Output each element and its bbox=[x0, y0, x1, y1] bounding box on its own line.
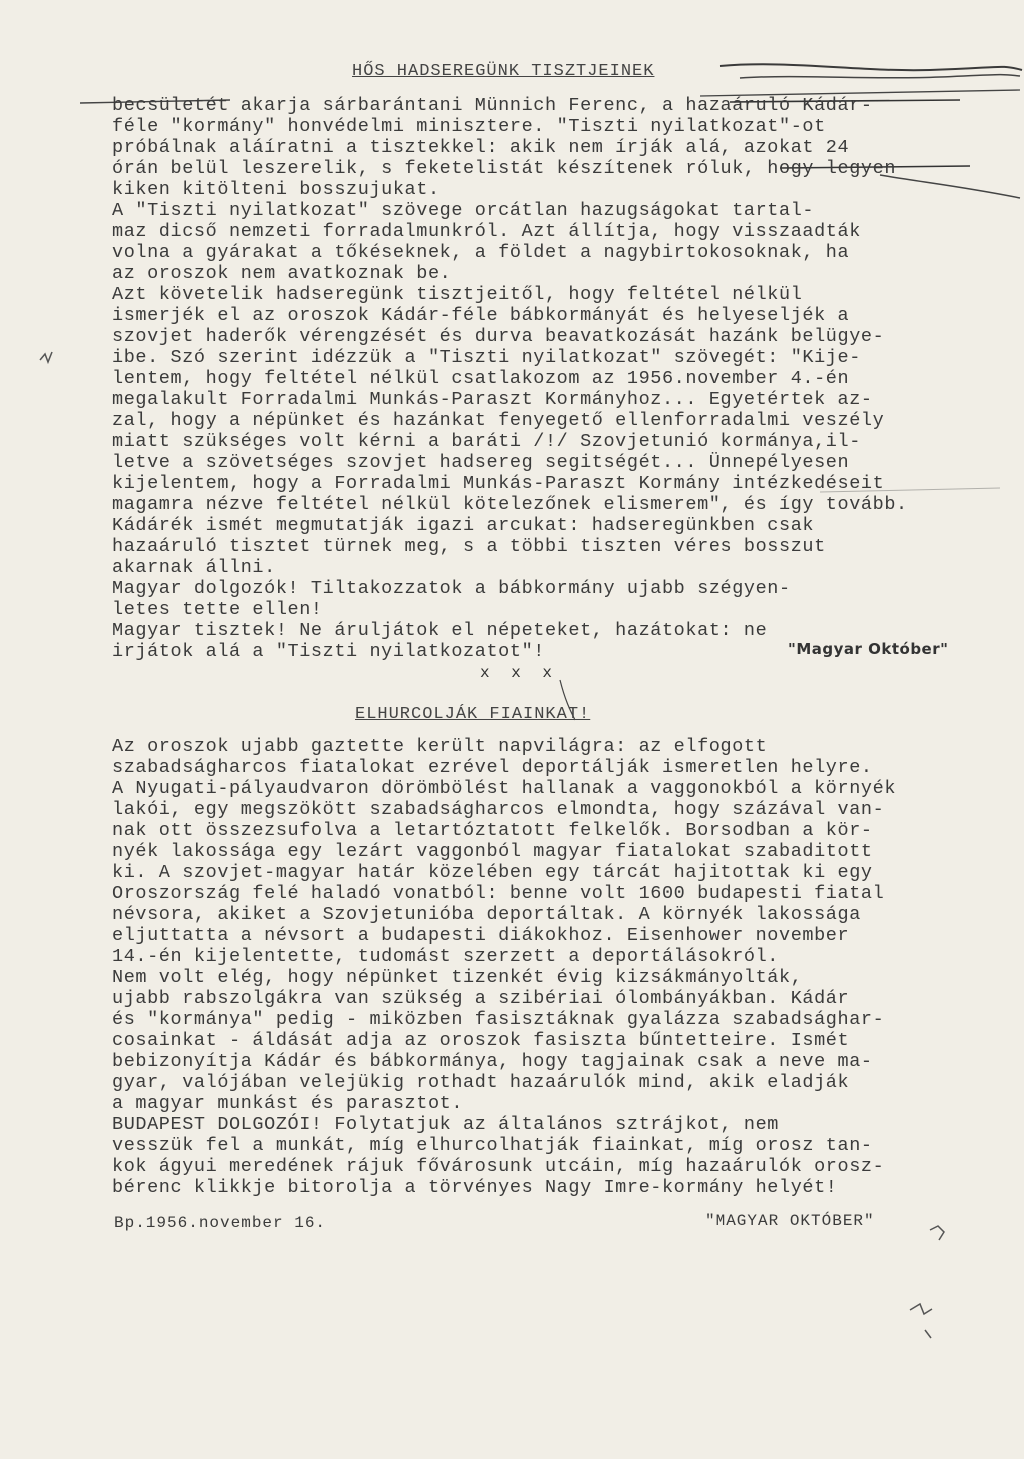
text-line: miatt szükséges volt kérni a baráti /!/ Szovjetunió kormánya,il- bbox=[112, 431, 861, 452]
text-line: ismerjék el az oroszok Kádár-féle bábkormányát és helyeseljék a bbox=[112, 305, 850, 326]
text-line: letes tette ellen! bbox=[112, 599, 323, 620]
text-line: letve a szövetséges szovjet hadsereg segitségét... Ünnepélyesen bbox=[112, 452, 850, 473]
text-line: Azt követelik hadseregünk tisztjeitől, hogy feltétel nélkül bbox=[112, 284, 803, 305]
document-date: Bp.1956.november 16. bbox=[114, 1214, 327, 1232]
text-line: vesszük fel a munkát, míg elhurcolhatják fiainkat, míg orosz tan- bbox=[112, 1135, 873, 1156]
text-line: Az oroszok ujabb gaztette került napvilágra: az elfogott bbox=[112, 736, 768, 757]
text-line: Oroszország felé haladó vonatból: benne volt 1600 budapesti fiatal bbox=[112, 883, 885, 904]
text-line: maz dicső nemzeti forradalmunkról. Azt állítja, hogy visszaadták bbox=[112, 221, 861, 242]
text-line: órán belül leszerelik, s feketelistát készítenek róluk, hogy legyen bbox=[112, 158, 897, 179]
text-line: ibe. Szó szerint idézzük a "Tiszti nyilatkozat" szövegét: "Kije- bbox=[112, 347, 861, 368]
text-line: Magyar dolgozók! Tiltakozzatok a bábkormány ujabb szégyen- bbox=[112, 578, 791, 599]
text-line: gyar, valójában velejükig rothadt hazaárulók mind, akik eladják bbox=[112, 1072, 850, 1093]
section-title-deportation: ELHURCOLJÁK FIAINKAT! bbox=[355, 705, 591, 724]
text-line: nak ott összezsufolva a letartóztatott felkelők. Borsodban a kör- bbox=[112, 820, 873, 841]
text-line: 14.-én kijelentette, tudomást szerzett a deportálásokról. bbox=[112, 946, 780, 967]
text-line: Magyar tisztek! Ne áruljátok el népeteket, hazátokat: ne bbox=[112, 620, 768, 641]
text-line: szovjet haderők vérengzését és durva beavatkozását hazánk belügye- bbox=[112, 326, 885, 347]
text-line: becsületét akarja sárbarántani Münnich Ferenc, a hazaáruló Kádár- bbox=[112, 95, 873, 116]
text-line: kijelentem, hogy a Forradalmi Munkás-Paraszt Kormány intézkedéseit bbox=[112, 473, 885, 494]
text-line: bérenc klikkje bitorolja a törvényes Nagy Imre-kormány helyét! bbox=[112, 1177, 838, 1198]
text-line: Kádárék ismét megmutatják igazi arcukat: hadseregünkben csak bbox=[112, 515, 815, 536]
text-line: A "Tiszti nyilatkozat" szövege orcátlan hazugságokat tartal- bbox=[112, 200, 815, 221]
text-line: lakói, egy megszökött szabadságharcos elmondta, hogy százával van- bbox=[112, 799, 885, 820]
text-line: hazaáruló tisztet türnek meg, s a többi tiszten véres bosszut bbox=[112, 536, 826, 557]
text-line: BUDAPEST DOLGOZÓI! Folytatjuk az általános sztrájkot, nem bbox=[112, 1114, 780, 1135]
text-line: eljuttatta a névsort a budapesti diákokhoz. Eisenhower november bbox=[112, 925, 850, 946]
text-line: lentem, hogy feltétel nélkül csatlakozom az 1956.november 4.-én bbox=[112, 368, 850, 389]
text-line: akarnak állni. bbox=[112, 557, 276, 578]
text-line: féle "kormány" honvédelmi minisztere. "Tiszti nyilatkozat"-ot bbox=[112, 116, 826, 137]
text-line: ujabb rabszolgákra van szükség a szibériai ólombányákban. Kádár bbox=[112, 988, 850, 1009]
text-line: Nem volt elég, hogy népünket tizenkét évig kizsákmányolták, bbox=[112, 967, 803, 988]
text-line: bebizonyítja Kádár és bábkormánya, hogy tagjainak csak a neve ma- bbox=[112, 1051, 873, 1072]
text-line: kok ágyui meredének rájuk fővárosunk utcáin, míg hazaárulók orosz- bbox=[112, 1156, 885, 1177]
text-line: ki. A szovjet-magyar határ közelében egy tárcát hajitottak ki egy bbox=[112, 862, 873, 883]
text-line: és "kormánya" pedig - miközben fasisztáknak gyalázza szabadsághar- bbox=[112, 1009, 885, 1030]
text-line: az oroszok nem avatkoznak be. bbox=[112, 263, 452, 284]
signature: "MAGYAR OKTÓBER" bbox=[705, 1212, 875, 1230]
text-line: próbálnak aláíratni a tisztekkel: akik nem írják alá, azokat 24 bbox=[112, 137, 850, 158]
text-line: szabadságharcos fiatalokat ezrével deportálják ismeretlen helyre. bbox=[112, 757, 873, 778]
section-separator: x x x bbox=[480, 664, 559, 682]
text-line: magamra nézve feltétel nélkül kötelezőnek elismerem", és így tovább. bbox=[112, 494, 908, 515]
magyar-oktober-stamp: "Magyar Október" bbox=[788, 640, 949, 658]
text-line: névsora, akiket a Szovjetunióba deportáltak. A környék lakossága bbox=[112, 904, 861, 925]
text-line: kiken kitölteni bosszujukat. bbox=[112, 179, 440, 200]
text-line: volna a gyárakat a tőkéseknek, a földet a nagybirtokosoknak, ha bbox=[112, 242, 850, 263]
text-line: megalakult Forradalmi Munkás-Paraszt Kormányhoz... Egyetértek az- bbox=[112, 389, 873, 410]
section-title-officers: HŐS HADSEREGÜNK TISZTJEINEK bbox=[352, 62, 655, 81]
text-line: a magyar munkást és parasztot. bbox=[112, 1093, 464, 1114]
text-line: cosainkat - áldását adja az oroszok fasiszta bűntetteire. Ismét bbox=[112, 1030, 850, 1051]
text-line: zal, hogy a népünket és hazánkat fenyegető ellenforradalmi veszély bbox=[112, 410, 885, 431]
text-line: irjátok alá a "Tiszti nyilatkozatot"! bbox=[112, 641, 545, 662]
text-line: nyék lakossága egy lezárt vaggonból magyar fiatalokat szabaditott bbox=[112, 841, 873, 862]
text-line: A Nyugati-pályaudvaron dörömbölést hallanak a vaggonokból a környék bbox=[112, 778, 897, 799]
